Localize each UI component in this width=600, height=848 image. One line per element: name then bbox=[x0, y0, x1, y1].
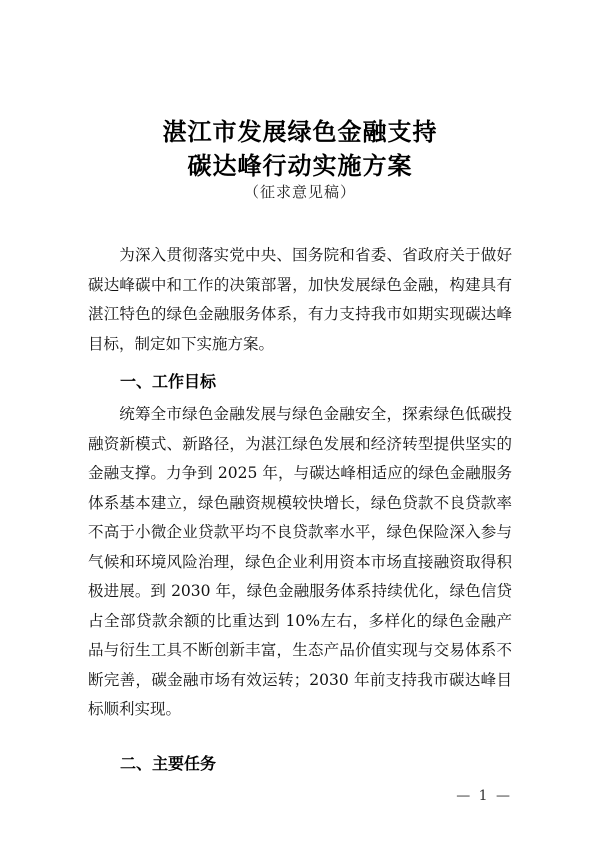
intro-paragraph bbox=[88, 241, 512, 359]
section-1-text: 统筹全市绿色金融发展与绿色金融安全，探索绿色低碳投融资新模式、新路径，为湛江绿色发展和经济转型提供坚实的金融支撑。力争到 2025 年，与碳达峰相适应的绿色金融服务体系基本建立，绿色融资规模较快增长，绿色贷款不良贷款率不高于小微企业贷款平均不良贷款率水平，绿色保险深入参与气候和环境风险治理，绿色企业利用资本市场直接融资取得积极进展。到 2030 年，绿色金融服务体系持续优化，绿色信贷占全部贷款余额的比重达到 10%左右，多样化的绿色金融产品与衍生工具不断创新丰富，生态产品价值实现与交易体系不断完善，碳金融市场有效运转；2030 年前支持我市碳达峰目标顺利实现。 bbox=[88, 405, 512, 718]
section-2-heading: 二、主要任务 bbox=[120, 754, 217, 773]
document-title-line-2: 碳达峰行动实施方案 bbox=[187, 151, 413, 180]
page-number: — 1 — bbox=[456, 788, 512, 804]
document-title-line-1: 湛江市发展绿色金融支持 bbox=[162, 117, 438, 146]
section-1-heading: 一、工作目标 bbox=[120, 372, 217, 391]
document-subtitle: （征求意见稿） bbox=[243, 183, 356, 201]
intro-text: 为深入贯彻落实党中央、国务院和省委、省政府关于做好碳达峰碳中和工作的决策部署，加快发展绿色金融，构建具有湛江特色的绿色金融服务体系，有力支持我市如期实现碳达峰目标，制定如下实施方案。 bbox=[88, 246, 512, 353]
section-1-paragraph bbox=[88, 400, 512, 725]
